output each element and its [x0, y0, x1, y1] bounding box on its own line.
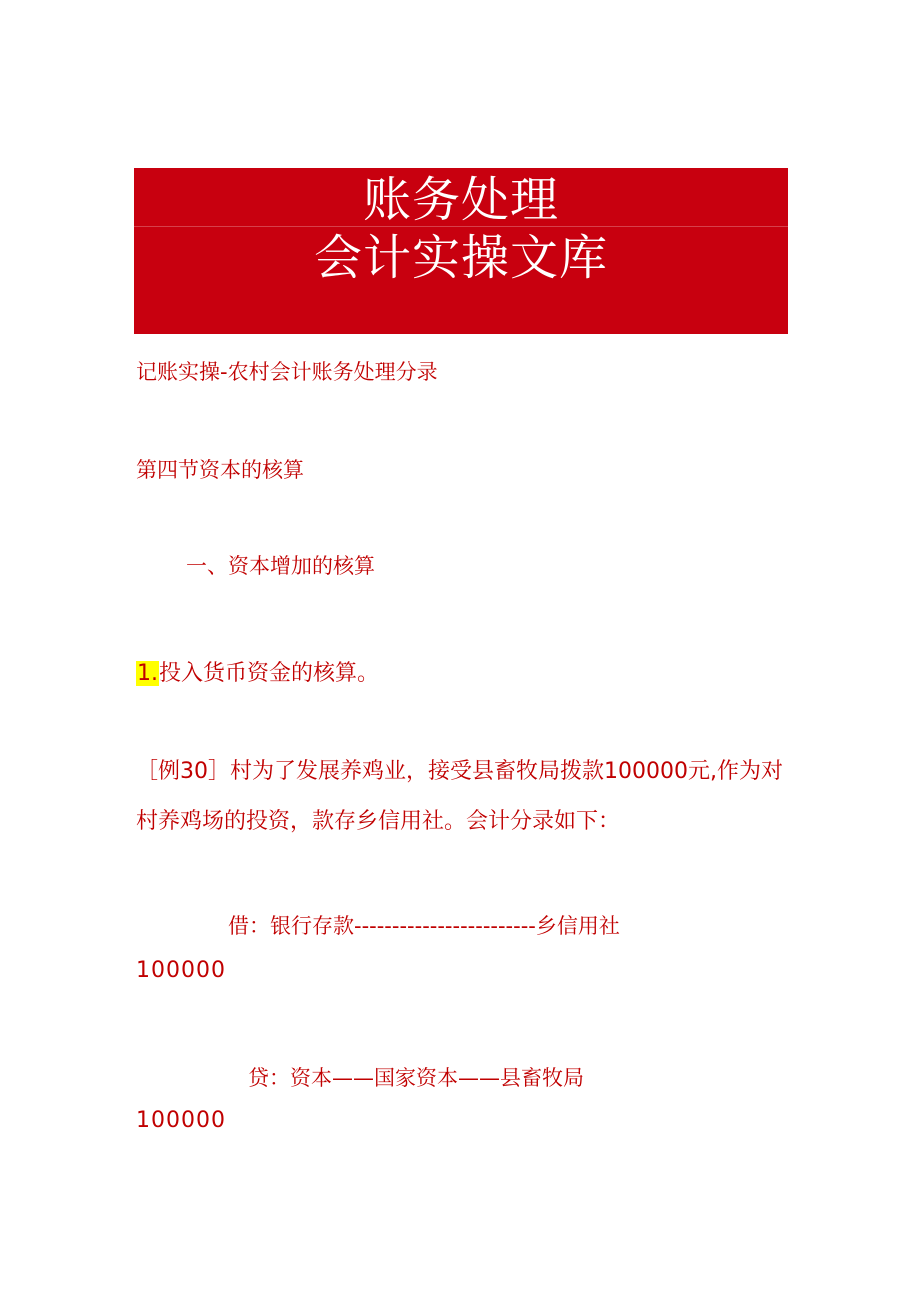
journal-credit-line: 贷：资本——国家资本——县畜牧局	[248, 1066, 584, 1090]
list-item-text: 投入货币资金的核算。	[159, 661, 380, 686]
banner-title-line2: 会计实操文库	[313, 230, 608, 286]
section-heading: 第四节资本的核算	[136, 458, 304, 482]
example-paragraph-line1: ［例30］村为了发展养鸡业，接受县畜牧局拨款100000元,作为对	[136, 759, 783, 784]
banner-title-line1: 账务处理	[362, 172, 559, 228]
title-banner	[134, 168, 788, 334]
journal-debit-amount: 100000	[136, 958, 226, 983]
list-item-1	[136, 656, 379, 687]
document-subtitle: 记账实操-农村会计账务处理分录	[136, 360, 438, 384]
journal-debit-line: 借：银行存款------------------------乡信用社	[228, 914, 620, 938]
example-paragraph-line2: 村养鸡场的投资，款存乡信用社。会计分录如下：	[136, 809, 621, 834]
journal-credit-amount: 100000	[136, 1108, 226, 1133]
list-item-number: 1.	[137, 661, 158, 686]
subsection-heading: 一、资本增加的核算	[186, 554, 375, 578]
